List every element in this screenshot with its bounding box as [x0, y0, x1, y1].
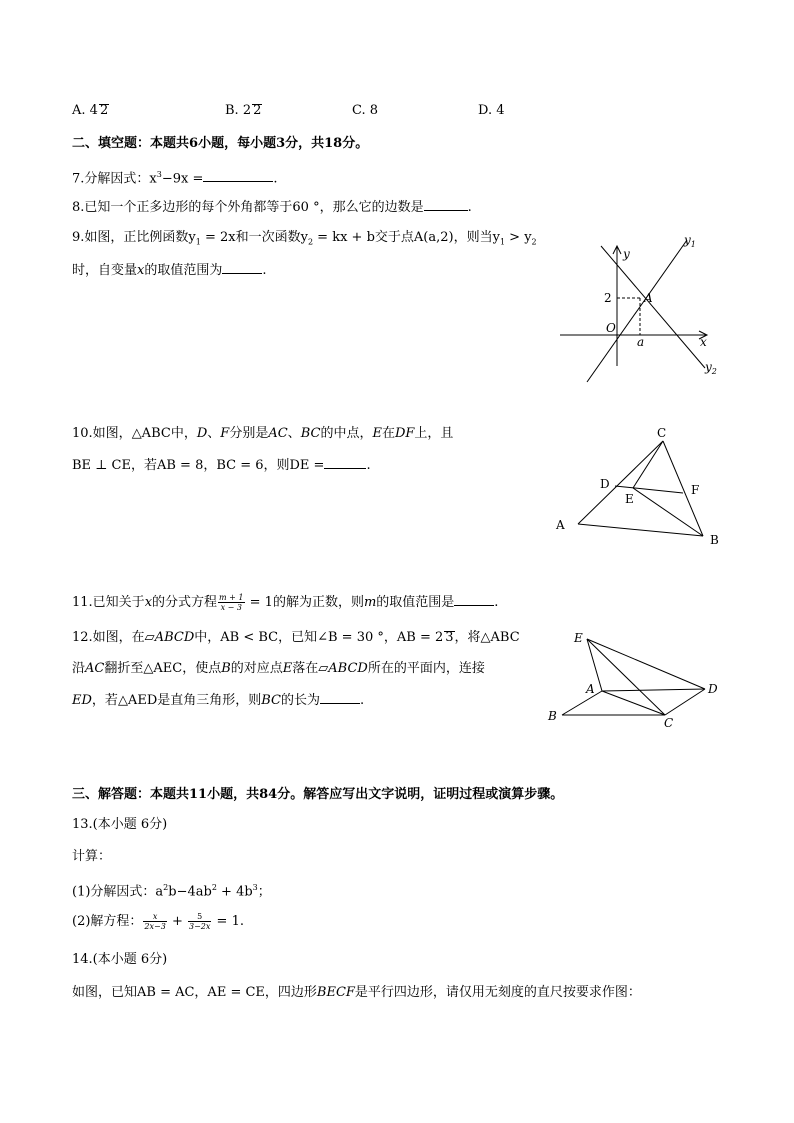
- segment-BA: [562, 691, 602, 715]
- section2-heading: 二、填空题：本题共6小题，每小题3分，共18分。: [72, 136, 369, 151]
- label-y2: $y_2$: [705, 360, 717, 376]
- segment-ED: [587, 639, 705, 689]
- answer-blank: [324, 456, 366, 469]
- label-A: A: [586, 682, 595, 696]
- fraction-1: $\frac{x}{2x-3}$: [144, 912, 166, 931]
- figure-q9-graph: [555, 228, 730, 388]
- label-E: E: [625, 492, 634, 506]
- fraction: $\frac{m + 1}{x - 3}$: [219, 593, 244, 612]
- answer-blank: [454, 593, 494, 606]
- segment-CE: [633, 441, 663, 488]
- segment-DC: [665, 689, 705, 715]
- answer-blank: [424, 198, 468, 211]
- question-7: 7.分解因式：$x^3-9x$ = .: [72, 170, 278, 187]
- question-10-line1: 10.如图，△ABC中，D、F分别是AC、BC的中点，E在DF上，且: [72, 426, 454, 441]
- label-C: C: [657, 426, 667, 440]
- label-B: B: [548, 709, 557, 723]
- figure-q10-triangle: [548, 420, 728, 550]
- option-a: A. 4 2: [72, 103, 109, 118]
- question-13-part1: (1)分解因式：$a^2b-4ab^2 + 4b^3$；: [72, 883, 271, 900]
- label-origin: O: [606, 321, 616, 335]
- question-12-line3: ED，若△AED是直角三角形，则BC的长为 .: [72, 693, 365, 708]
- label-D: D: [708, 682, 718, 696]
- label-x-axis: x: [700, 335, 707, 349]
- segment-AB: [578, 524, 703, 536]
- label-A: A: [556, 518, 565, 532]
- label-D: D: [600, 477, 610, 491]
- question-12-line2: 沿AC翻折至△AEC，使点B的对应点E落在▱ABCD所在的平面内，连接: [72, 661, 485, 676]
- label-y-axis: y: [623, 247, 630, 261]
- question-14-text: 如图，已知AB = AC，AE = CE，四边形BECF是平行四边形，请仅用无刻度的直尺按要求作图：: [72, 985, 641, 1000]
- question-9-line2: 时，自变量x的取值范围为 .: [72, 263, 267, 278]
- option-d: D. 4: [478, 103, 505, 118]
- answer-blank: [320, 691, 360, 704]
- label-E: E: [574, 631, 583, 645]
- label-B: B: [710, 533, 719, 547]
- label-two: 2: [604, 291, 612, 305]
- question-10-line2: BE ⊥ CE，若AB = 8，BC = 6，则DE = .: [72, 458, 371, 473]
- answer-blank: [203, 169, 273, 182]
- segment-AD: [602, 689, 705, 691]
- figure-q12-parallelogram: [540, 625, 730, 735]
- label-point-a: A: [644, 291, 653, 305]
- segment-AC: [578, 441, 663, 524]
- segment-EC: [587, 639, 665, 715]
- answer-blank: [222, 261, 262, 274]
- label-F: F: [691, 483, 700, 497]
- question-13-part2: (2)解方程： $\frac{x}{2x-3}$ + $\frac{5}{3-2x}$ = 1.: [72, 912, 244, 931]
- label-a-tick: a: [637, 335, 645, 349]
- question-9-line1: 9.如图，正比例函数$y_1 = 2x$和一次函数$y_2$ = kx + b交于点A(a,2)，则当$y_1 > y_2$: [72, 230, 537, 247]
- option-c: C. 8: [352, 103, 379, 118]
- question-13-calc: 计算：: [72, 849, 112, 864]
- section3-heading: 三、解答题：本题共11小题，共84分。解答应写出文字说明，证明过程或演算步骤。: [72, 787, 564, 802]
- segment-AC: [602, 691, 665, 715]
- question-14-title: 14.(本小题 6分): [72, 952, 168, 967]
- label-C: C: [664, 716, 674, 730]
- sqrt-b: 2: [253, 103, 262, 118]
- line-y1: [587, 240, 687, 382]
- sqrt-a: 2: [99, 103, 109, 118]
- question-13-title: 13.(本小题 6分): [72, 817, 168, 832]
- fraction-2: $\frac{5}{3-2x}$: [189, 912, 211, 931]
- question-8: 8.已知一个正多边形的每个外角都等于60 °，那么它的边数是 .: [72, 200, 472, 215]
- question-12-line1: 12.如图，在▱ABCD中，AB < BC，已知∠B = 30 °，AB = 2 3，将△ABC: [72, 630, 520, 645]
- label-y1: $y_1$: [684, 233, 696, 249]
- sqrt-three: 3: [445, 630, 454, 645]
- question-11: 11.已知关于x的分式方程 $\frac{m + 1}{x - 3}$ = 1的解为正数，则m的取值范围是 .: [72, 593, 499, 612]
- option-b: B. 2 2: [225, 103, 262, 118]
